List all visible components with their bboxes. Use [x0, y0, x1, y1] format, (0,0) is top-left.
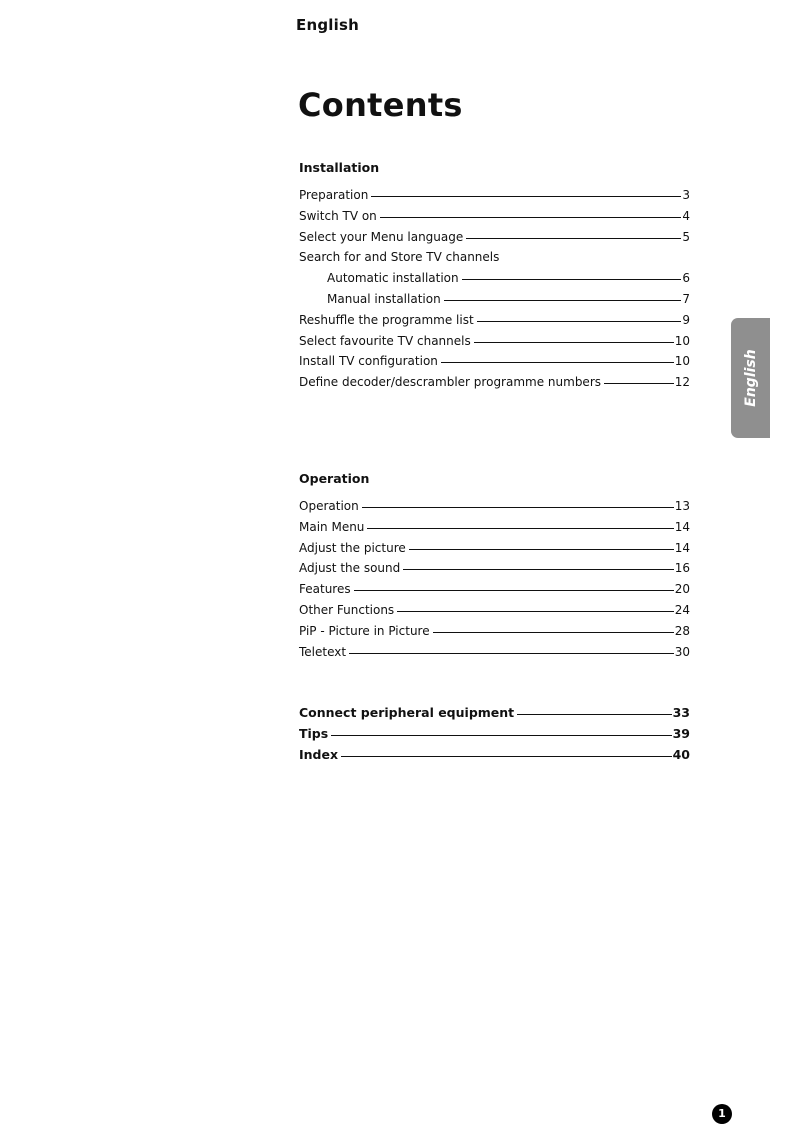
- toc-entry-operation[interactable]: [299, 496, 690, 517]
- language-side-tab[interactable]: [731, 318, 770, 438]
- toc-entry-page: 14: [674, 519, 690, 534]
- toc-entry-tips[interactable]: [299, 724, 690, 745]
- toc-entry-label: Select your Menu language: [299, 229, 464, 244]
- leader-line: [444, 299, 682, 301]
- toc-entry-label: Other Functions: [299, 602, 395, 617]
- leader-line: [349, 652, 674, 654]
- toc-entry-page: 10: [674, 354, 690, 369]
- toc-entry-decoder[interactable]: [299, 372, 690, 393]
- leader-line: [474, 341, 674, 343]
- section-heading-installation: Installation: [299, 160, 380, 175]
- toc-entry-search-store: [299, 247, 690, 268]
- toc-entry-label: Features: [299, 582, 351, 597]
- toc-entry-pip[interactable]: [299, 621, 690, 642]
- toc-entry-label: Teletext: [299, 644, 347, 659]
- toc-entry-page: 33: [672, 705, 690, 720]
- leader-line: [604, 382, 674, 384]
- toc-entry-menu-language[interactable]: [299, 227, 690, 248]
- toc-entry-page: 40: [672, 746, 690, 762]
- toc-entry-label: Select favourite TV channels: [299, 333, 471, 348]
- toc-entry-label: Automatic installation: [327, 271, 459, 286]
- toc-entry-label: Manual installation: [327, 291, 441, 306]
- leader-line: [331, 734, 671, 736]
- toc-entry-page: 6: [682, 271, 690, 286]
- toc-entry-favourite-channels[interactable]: [299, 331, 690, 352]
- toc-entry-label: Define decoder/descrambler programme numbers: [299, 375, 602, 390]
- toc-entry-main-menu[interactable]: [299, 517, 690, 538]
- leader-line: [397, 610, 674, 612]
- toc-entry-page: 5: [682, 229, 690, 244]
- page-number-badge: 1: [712, 1104, 732, 1124]
- toc-entry-label: Reshuffle the programme list: [299, 312, 474, 327]
- toc-entry-label: Index: [299, 746, 339, 762]
- leader-line: [354, 589, 674, 591]
- toc-entry-page: 7: [682, 291, 690, 306]
- toc-entry-page: 14: [674, 540, 690, 555]
- toc-entry-label: Operation: [299, 499, 359, 513]
- toc-entry-page: 3: [682, 188, 690, 202]
- leader-line: [409, 548, 674, 550]
- toc-entry-features[interactable]: [299, 579, 690, 600]
- toc-entry-label: Switch TV on: [299, 208, 377, 223]
- leader-line: [371, 195, 681, 197]
- leader-line: [380, 216, 682, 218]
- toc-entry-preparation[interactable]: [299, 185, 690, 206]
- toc-entry-label: Install TV configuration: [299, 354, 438, 369]
- toc-entry-label: Search for and Store TV channels: [299, 250, 500, 265]
- toc-entry-manual-installation[interactable]: [299, 289, 690, 310]
- toc-entry-index[interactable]: [299, 745, 690, 766]
- leader-line: [403, 568, 673, 570]
- toc-entry-automatic-installation[interactable]: [299, 268, 690, 289]
- toc-entry-page: 30: [674, 644, 690, 659]
- leader-line: [462, 278, 682, 280]
- leader-line: [362, 506, 674, 508]
- toc-entry-teletext[interactable]: [299, 642, 690, 663]
- installation-section: [299, 160, 690, 393]
- leader-line: [466, 237, 681, 239]
- operation-section: [299, 471, 690, 662]
- toc-entry-label: Main Menu: [299, 519, 365, 534]
- toc-entry-other-functions[interactable]: [299, 600, 690, 621]
- language-header: English: [296, 16, 359, 34]
- leader-line: [341, 755, 672, 757]
- section-heading-operation: Operation: [299, 471, 370, 486]
- toc-entry-reshuffle[interactable]: [299, 310, 690, 331]
- toc-entry-label: Preparation: [299, 188, 369, 202]
- side-tab-label: English: [742, 349, 759, 407]
- toc-entry-label: Adjust the picture: [299, 540, 406, 555]
- toc-entry-page: 16: [674, 561, 690, 576]
- toc-entry-page: 20: [674, 582, 690, 597]
- toc-entry-page: 13: [674, 499, 690, 513]
- other-section: [299, 703, 690, 765]
- toc-entry-label: Connect peripheral equipment: [299, 705, 515, 720]
- leader-line: [433, 631, 674, 633]
- toc-entry-label: Adjust the sound: [299, 561, 401, 576]
- toc-entry-page: 24: [674, 602, 690, 617]
- toc-entry-page: 4: [682, 208, 690, 223]
- leader-line: [477, 320, 682, 322]
- toc-entry-switch-tv-on[interactable]: [299, 206, 690, 227]
- toc-entry-adjust-picture[interactable]: [299, 538, 690, 559]
- leader-line: [517, 713, 671, 715]
- toc-entry-adjust-sound[interactable]: [299, 558, 690, 579]
- leader-line: [367, 527, 673, 529]
- page-title: Contents: [298, 86, 463, 124]
- toc-entry-page: 10: [674, 333, 690, 348]
- toc-entry-page: 28: [674, 623, 690, 638]
- toc-entry-tv-configuration[interactable]: [299, 351, 690, 372]
- toc-entry-connect-peripheral[interactable]: [299, 703, 690, 724]
- leader-line: [441, 361, 674, 363]
- toc-entry-label: Tips: [299, 725, 329, 741]
- toc-entry-page: 12: [674, 375, 690, 390]
- toc-entry-page: 9: [682, 312, 690, 327]
- toc-entry-label: PiP - Picture in Picture: [299, 623, 430, 638]
- toc-entry-page: 39: [672, 725, 690, 741]
